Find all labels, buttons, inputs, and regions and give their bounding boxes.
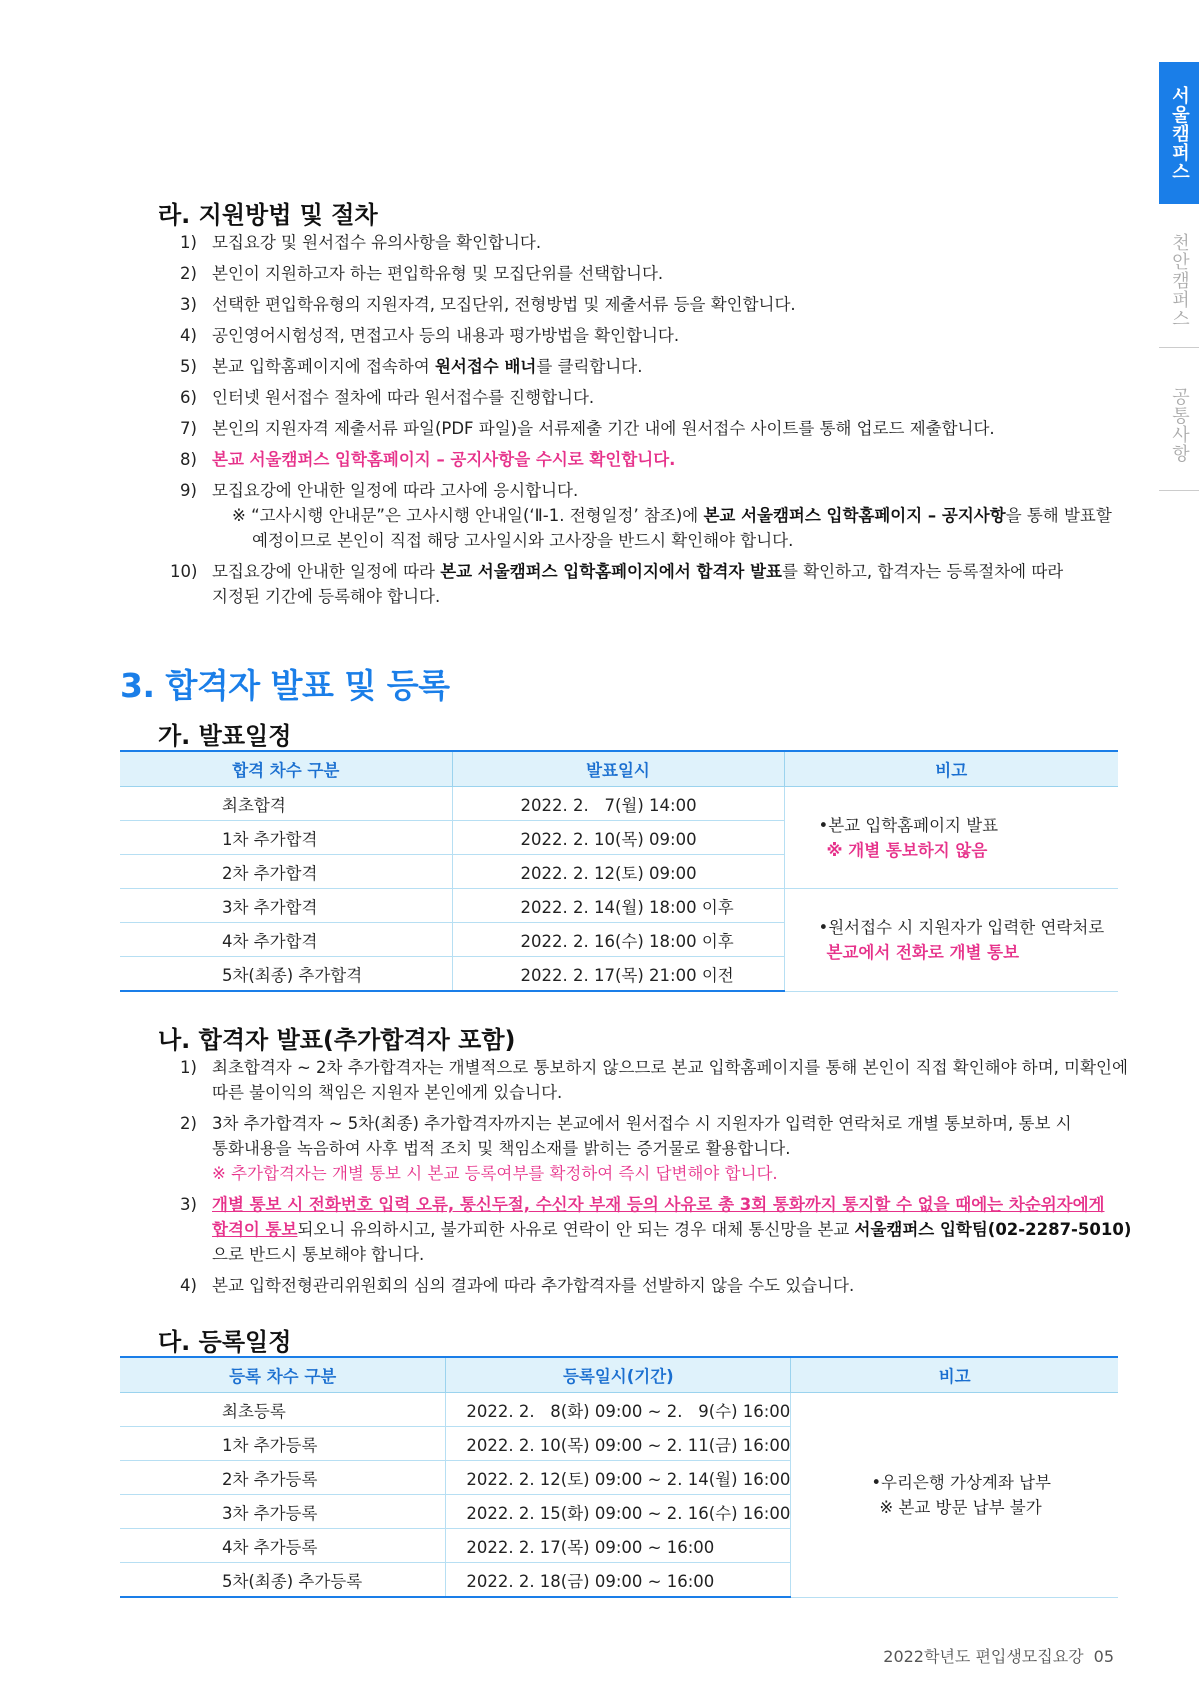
footer-title: 2022학년도 편입생모집요강 <box>883 1647 1084 1666</box>
registration-schedule-table <box>120 1356 1118 1598</box>
section-da-title: 다. 등록일정 <box>158 1328 292 1356</box>
column-header: 등록일시(기간) <box>446 1357 791 1393</box>
page-number: 05 <box>1093 1647 1114 1666</box>
table-cell: 2차 추가등록 <box>120 1461 446 1495</box>
remark-cell <box>791 1393 1118 1598</box>
table-row <box>120 787 1118 821</box>
item-text: 본교 입학전형관리위원회의 심의 결과에 따라 추가합격자를 선발하지 않을 수도 있습니다. <box>212 1276 855 1295</box>
procedure-list <box>170 230 1112 609</box>
tab-divider <box>1159 490 1199 491</box>
item-number: 10) <box>170 562 198 581</box>
item-highlight-text: 본교 서울캠퍼스 입학홈페이지 – 공지사항을 수시로 확인합니다. <box>212 450 676 469</box>
list-item-continuation <box>180 1080 1131 1105</box>
item-text: 최초합격자 ~ 2차 추가합격자는 개별적으로 통보하지 않으므로 본교 입학홈페이지를 통해 본인이 직접 확인해야 하며, 미확인에 <box>212 1058 1128 1077</box>
table-cell: 2022. 2. 10(목) 09:00 <box>452 821 784 855</box>
remark-text: •원서접수 시 지원자가 입력한 연락처로 <box>818 917 1105 937</box>
item-number: 5) <box>180 357 197 376</box>
remark-cell <box>784 787 1118 889</box>
item-text: 공인영어시험성적, 면접고사 등의 내용과 평가방법을 확인합니다. <box>212 326 680 345</box>
section-ga-title: 가. 발표일정 <box>158 722 292 750</box>
table-cell: 2022. 2. 8(화) 09:00 ~ 2. 9(수) 16:00 <box>446 1393 791 1427</box>
note-text: 예정이므로 본인이 직접 해당 고사일시와 고사장을 반드시 확인해야 합니다. <box>252 531 794 550</box>
list-item <box>180 447 1112 472</box>
list-item-continuation <box>180 1242 1131 1267</box>
list-note <box>180 1161 1131 1186</box>
table-cell: 2022. 2. 18(금) 09:00 ~ 16:00 <box>446 1563 791 1598</box>
tab-cheonan-campus[interactable]: 천안캠퍼스 <box>1169 232 1190 328</box>
list-item <box>180 1111 1131 1136</box>
remark-text: ※ 본교 방문 납부 불가 <box>879 1497 1042 1517</box>
item-number: 3) <box>180 1195 197 1214</box>
list-item <box>170 559 1112 584</box>
item-number: 9) <box>180 481 197 500</box>
item-text: 모집요강에 안내한 일정에 따라 <box>212 562 441 581</box>
list-item <box>180 323 1112 348</box>
item-text: 선택한 편입학유형의 지원자격, 모집단위, 전형방법 및 제출서류 등을 확인합니다. <box>212 295 796 314</box>
item-text: 를 확인하고, 합격자는 등록절차에 따라 <box>781 562 1064 581</box>
table-cell: 2022. 2. 7(월) 14:00 <box>452 787 784 821</box>
tab-seoul-campus[interactable]: 서울캠퍼스 <box>1159 62 1199 204</box>
list-item <box>180 261 1112 286</box>
list-item-continuation <box>180 584 1112 609</box>
tab-divider <box>1159 347 1199 348</box>
table-row <box>120 1393 1118 1427</box>
item-text: 3차 추가합격자 ~ 5차(최종) 추가합격자까지는 본교에서 원서접수 시 지원자가 입력한 연락처로 개별 통보하며, 통보 시 <box>212 1114 1072 1133</box>
remark-text: •본교 입학홈페이지 발표 <box>818 815 999 835</box>
list-item-continuation <box>180 1136 1131 1161</box>
note-highlight: ※ 추가합격자는 개별 통보 시 본교 등록여부를 확정하여 즉시 답변해야 합니다. <box>212 1164 778 1183</box>
announcement-list <box>180 1055 1131 1298</box>
table-cell: 최초합격 <box>120 787 452 821</box>
list-item <box>180 416 1112 441</box>
table-header-row <box>120 751 1118 787</box>
note-bold-text: 본교 서울캠퍼스 입학홈페이지 – 공지사항 <box>703 506 1006 525</box>
table-cell: 3차 추가합격 <box>120 889 452 923</box>
table-cell: 3차 추가등록 <box>120 1495 446 1529</box>
table-cell: 2022. 2. 17(목) 09:00 ~ 16:00 <box>446 1529 791 1563</box>
remark-highlight: 본교에서 전화로 개별 통보 <box>826 942 1020 962</box>
table-cell: 2022. 2. 17(목) 21:00 이전 <box>452 957 784 992</box>
item-bold-text: 본교 서울캠퍼스 입학홈페이지에서 합격자 발표 <box>440 562 782 581</box>
item-number: 8) <box>180 450 197 469</box>
table-cell: 2022. 2. 12(토) 09:00 ~ 2. 14(월) 16:00 <box>446 1461 791 1495</box>
list-item <box>180 292 1112 317</box>
table-cell: 2022. 2. 16(수) 18:00 이후 <box>452 923 784 957</box>
announcement-schedule-table <box>120 750 1118 992</box>
item-text: 지정된 기간에 등록해야 합니다. <box>212 587 441 606</box>
item-bold-text: 서울캠퍼스 입학팀(02-2287-5010) <box>854 1220 1132 1239</box>
table-cell: 2022. 2. 10(목) 09:00 ~ 2. 11(금) 16:00 <box>446 1427 791 1461</box>
note-text: 을 통해 발표할 <box>1005 506 1112 525</box>
item-text: 본인이 지원하고자 하는 편입학유형 및 모집단위를 선택합니다. <box>212 264 664 283</box>
item-text: 되오니 유의하시고, 불가피한 사유로 연락이 안 되는 경우 대체 통신망을 본교 <box>297 1220 855 1239</box>
item-highlight-text: 합격이 통보 <box>212 1220 298 1239</box>
item-number: 4) <box>180 1276 197 1295</box>
column-header: 등록 차수 구분 <box>120 1357 446 1393</box>
item-number: 1) <box>180 233 197 252</box>
item-number: 4) <box>180 326 197 345</box>
item-number: 1) <box>180 1058 197 1077</box>
item-text: 통화내용을 녹음하여 사후 법적 조치 및 책임소재를 밝히는 증거물로 활용합니다. <box>212 1139 791 1158</box>
section-na-title: 나. 합격자 발표(추가합격자 포함) <box>158 1026 516 1054</box>
list-item <box>180 354 1112 379</box>
item-number: 2) <box>180 264 197 283</box>
item-number: 3) <box>180 295 197 314</box>
column-header: 비고 <box>784 751 1118 787</box>
list-item <box>180 1192 1131 1217</box>
list-item <box>180 385 1112 410</box>
tab-common[interactable]: 공통사항 <box>1169 387 1190 463</box>
note-text: ※ “고사시행 안내문”은 고사시행 안내일(‘Ⅱ-1. 전형일정’ 참조)에 <box>232 506 704 525</box>
column-header: 비고 <box>791 1357 1118 1393</box>
list-item-continuation <box>180 1217 1131 1242</box>
table-cell: 2차 추가합격 <box>120 855 452 889</box>
table-cell: 4차 추가합격 <box>120 923 452 957</box>
table-header-row <box>120 1357 1118 1393</box>
list-item <box>180 1055 1131 1080</box>
remark-text: •우리은행 가상계좌 납부 <box>871 1472 1051 1492</box>
table-cell: 2022. 2. 12(토) 09:00 <box>452 855 784 889</box>
table-cell: 최초등록 <box>120 1393 446 1427</box>
section-ra-title: 라. 지원방법 및 절차 <box>158 201 378 229</box>
table-cell: 2022. 2. 14(월) 18:00 이후 <box>452 889 784 923</box>
item-text: 를 클릭합니다. <box>536 357 643 376</box>
item-text: 본인의 지원자격 제출서류 파일(PDF 파일)을 서류제출 기간 내에 원서접수 사이트를 통해 업로드 제출합니다. <box>212 419 995 438</box>
page-footer <box>883 1644 1114 1667</box>
remark-cell <box>784 889 1118 992</box>
table-cell: 1차 추가등록 <box>120 1427 446 1461</box>
table-cell: 2022. 2. 15(화) 09:00 ~ 2. 16(수) 16:00 <box>446 1495 791 1529</box>
list-item <box>180 1273 1131 1298</box>
item-highlight-text: 개별 통보 시 전화번호 입력 오류, 통신두절, 수신자 부재 등의 사유로 총 3회 통화까지 통지할 수 없을 때에는 차순위자에게 <box>212 1195 1105 1214</box>
item-text: 인터넷 원서접수 절차에 따라 원서접수를 진행합니다. <box>212 388 595 407</box>
item-text: 따른 불이익의 책임은 지원자 본인에게 있습니다. <box>212 1083 563 1102</box>
item-number: 2) <box>180 1114 197 1133</box>
column-header: 합격 차수 구분 <box>120 751 452 787</box>
item-bold-text: 원서접수 배너 <box>434 357 537 376</box>
item-number: 6) <box>180 388 197 407</box>
table-row <box>120 889 1118 923</box>
table-cell: 4차 추가등록 <box>120 1529 446 1563</box>
remark-highlight: ※ 개별 통보하지 않음 <box>826 840 988 860</box>
list-item <box>180 230 1112 255</box>
table-cell: 5차(최종) 추가합격 <box>120 957 452 992</box>
item-text: 모집요강 및 원서접수 유의사항을 확인합니다. <box>212 233 542 252</box>
section-3-title: 3. 합격자 발표 및 등록 <box>120 666 450 705</box>
list-note <box>180 528 1112 553</box>
item-text: 본교 입학홈페이지에 접속하여 <box>212 357 435 376</box>
list-item <box>180 478 1112 503</box>
column-header: 발표일시 <box>452 751 784 787</box>
item-number: 7) <box>180 419 197 438</box>
table-cell: 1차 추가합격 <box>120 821 452 855</box>
item-text: 으로 반드시 통보해야 합니다. <box>212 1245 425 1264</box>
item-text: 모집요강에 안내한 일정에 따라 고사에 응시합니다. <box>212 481 579 500</box>
table-cell: 5차(최종) 추가등록 <box>120 1563 446 1598</box>
list-note <box>180 503 1112 528</box>
